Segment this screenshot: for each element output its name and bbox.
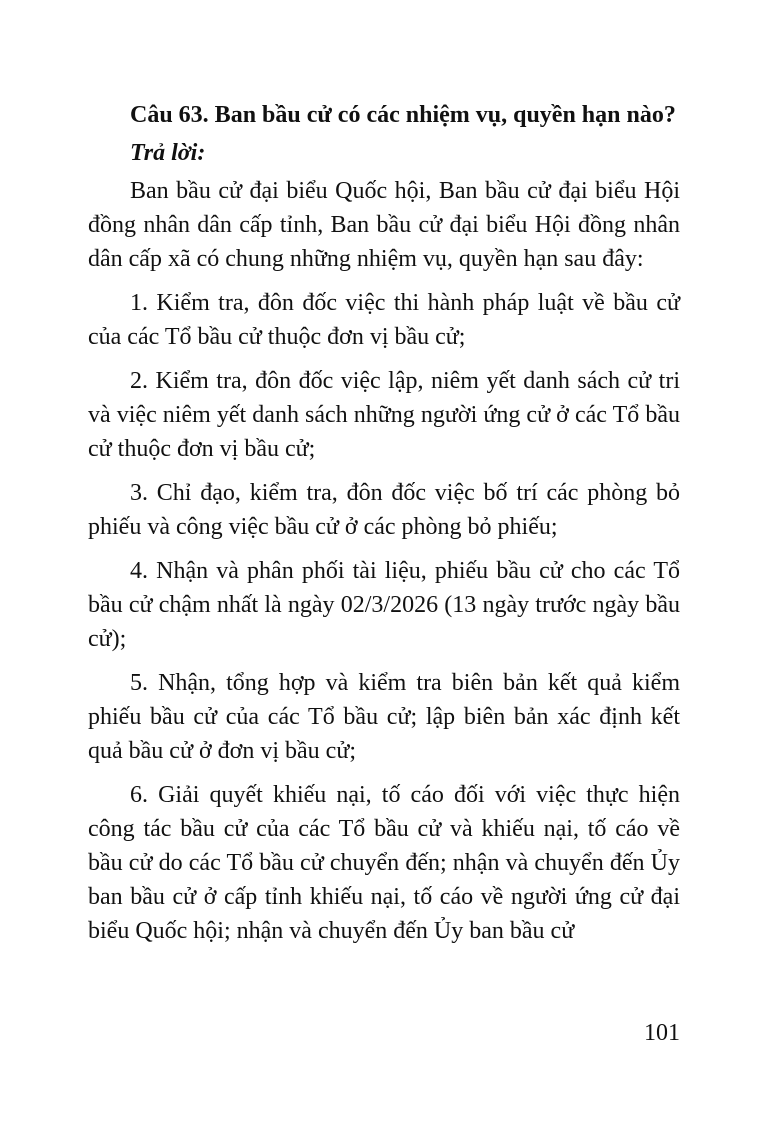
document-page bbox=[88, 98, 680, 958]
list-item: 6. Giải quyết khiếu nại, tố cáo đối với việc thực hiện công tác bầu cử của các Tổ bầu cử và khiếu nại, tố cáo về bầu cử do các Tổ bầu cử chuyển đến; nhận và chuyển đến Ủy ban bầu cử ở cấp tỉnh khiếu nại, tố cáo về người ứng cử đại biểu Quốc hội; nhận và chuyển đến Ủy ban bầu cử bbox=[88, 782, 680, 944]
list-item: 5. Nhận, tổng hợp và kiểm tra biên bản kết quả kiểm phiếu bầu cử của các Tổ bầu cử; lập biên bản xác định kết quả bầu cử ở đơn vị bầu cử; bbox=[88, 670, 680, 764]
list-item: 2. Kiểm tra, đôn đốc việc lập, niêm yết danh sách cử tri và việc niêm yết danh sách những người ứng cử ở các Tổ bầu cử thuộc đơn vị bầu cử; bbox=[88, 368, 680, 462]
list-item: 4. Nhận và phân phối tài liệu, phiếu bầu cử cho các Tổ bầu cử chậm nhất là ngày 02/3/2026 (13 ngày trước ngày bầu cử); bbox=[88, 558, 680, 652]
list-item: 3. Chỉ đạo, kiểm tra, đôn đốc việc bố trí các phòng bỏ phiếu và công việc bầu cử ở các phòng bỏ phiếu; bbox=[88, 480, 680, 540]
list-item: 1. Kiểm tra, đôn đốc việc thi hành pháp luật về bầu cử của các Tổ bầu cử thuộc đơn vị bầu cử; bbox=[88, 290, 680, 350]
answer-label: Trả lời: bbox=[130, 140, 206, 166]
question-heading: Câu 63. Ban bầu cử có các nhiệm vụ, quyền hạn nào? bbox=[130, 102, 676, 128]
page-number: 101 bbox=[644, 1020, 680, 1046]
intro-paragraph: Ban bầu cử đại biểu Quốc hội, Ban bầu cử đại biểu Hội đồng nhân dân cấp tỉnh, Ban bầu cử đại biểu Hội đồng nhân dân cấp xã có chung những nhiệm vụ, quyền hạn sau đây: bbox=[88, 178, 680, 272]
